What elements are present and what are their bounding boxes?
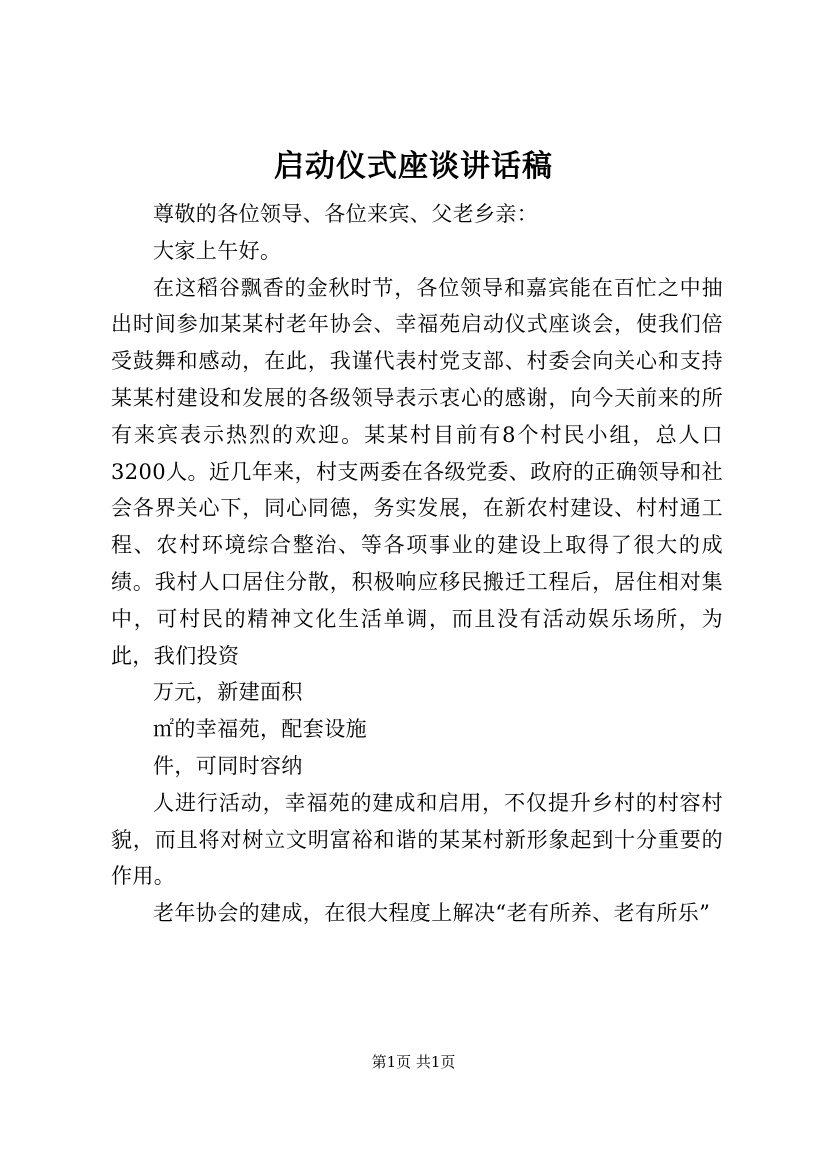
paragraph-main: 在这稻谷飘香的金秋时节，各位领导和嘉宾能在百忙之中抽出时间参加某某村老年协会、幸福苑启动仪式座谈会，使我们倍受鼓舞和感动，在此，我谨代表村党支部、村委会向关心和支持某某村建设和发展的各级领导表示衷心的感谢，向今天前来的所有来宾表示热烈的欢迎。某某村目前有8个村民小组，总人口3200人。近几年来，村支两委在各级党委、政府的正确领导和社会各界关心下，同心同德，务实发展，在新农村建设、村村通工程、农村环境综合整治、等各项事业的建设上取得了很大的成绩。我村人口居住分散，积极响应移民搬迁工程后，居住相对集中，可村民的精神文化生活单调，而且没有活动娱乐场所，为此，我们投资 (111, 275, 723, 668)
page-footer: 第1页 共1页 (371, 1053, 456, 1071)
paragraph-greeting: 大家上午好。 (153, 238, 282, 263)
paragraph-facilities: 件，可同时容纳 (153, 753, 303, 778)
paragraph-investment: 万元，新建面积 (153, 680, 303, 705)
paragraph-salutation: 尊敬的各位领导、各位来宾、父老乡亲： (153, 202, 539, 226)
paragraph-area: ㎡的幸福苑，配套设施 (153, 717, 367, 742)
document-title: 启动仪式座谈讲话稿 (274, 149, 553, 184)
document-body (111, 196, 723, 932)
paragraph-elder-association: 老年协会的建成，在很大程度上解决“老有所养、老有所乐” (153, 901, 711, 926)
paragraph-capacity: 人进行活动，幸福苑的建成和启用，不仅提升乡村的村容村貌，而且将对树立文明富裕和谐的某某村新形象起到十分重要的作用。 (111, 790, 723, 889)
